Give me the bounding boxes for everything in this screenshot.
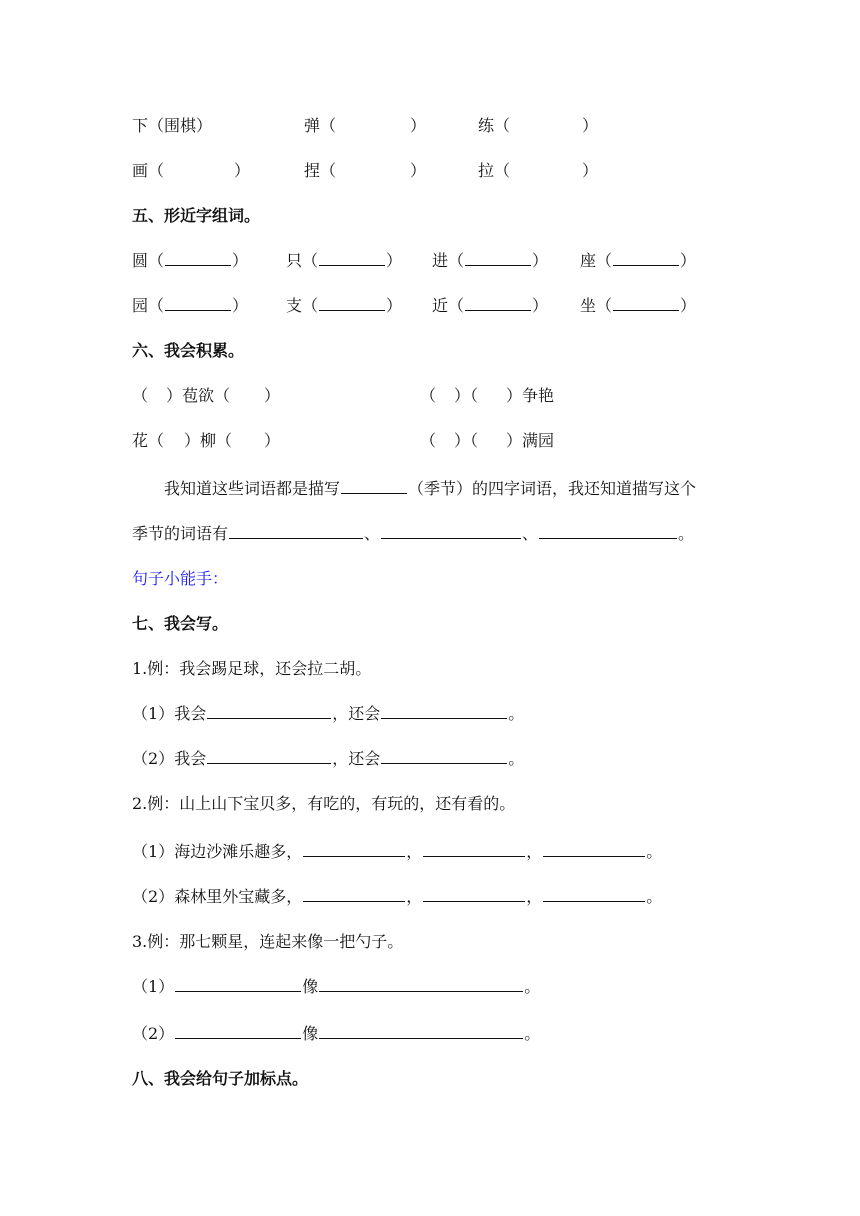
idiom-part: ） xyxy=(264,386,281,405)
comma: ， xyxy=(406,842,423,861)
answer-blank[interactable] xyxy=(613,247,679,266)
word-item: 画（ xyxy=(132,161,165,180)
word-item: 弹（ xyxy=(304,116,337,135)
char-close: ） xyxy=(532,251,549,270)
season-paragraph-line-1 xyxy=(164,475,696,503)
example-2-item-1 xyxy=(132,838,662,866)
item-number: （2） xyxy=(132,1024,175,1043)
answer-blank[interactable] xyxy=(319,1020,523,1039)
idiom-part: ）满园 xyxy=(506,431,555,450)
answer-blank[interactable] xyxy=(303,838,405,857)
char-open: 只（ xyxy=(286,251,319,270)
separator: 、 xyxy=(364,524,381,543)
idiom-part: 花（ xyxy=(132,431,165,450)
period: 。 xyxy=(646,887,663,906)
period: 。 xyxy=(508,749,525,768)
item-text: 我会 xyxy=(174,749,207,768)
answer-blank[interactable] xyxy=(465,292,531,311)
answer-blank[interactable] xyxy=(423,838,525,857)
item-text: 我会 xyxy=(174,704,207,723)
period: 。 xyxy=(678,524,695,543)
idiom-part: ）柳（ xyxy=(184,431,233,450)
idiom-part: （ xyxy=(420,431,437,450)
period: 。 xyxy=(524,977,541,996)
word-item: 下（围棋） xyxy=(132,116,213,135)
char-close: ） xyxy=(680,296,697,315)
idiom-part: （ xyxy=(420,386,437,405)
char-open: 园（ xyxy=(132,296,165,315)
period: 。 xyxy=(508,704,525,723)
answer-blank[interactable] xyxy=(165,292,231,311)
idiom-part: ）苞欲（ xyxy=(166,386,231,405)
section-6-title: 六、我会积累。 xyxy=(132,341,245,360)
answer-blank[interactable] xyxy=(423,883,525,902)
item-text: 像 xyxy=(302,977,319,996)
char-open: 支（ xyxy=(286,296,319,315)
item-text: ，还会 xyxy=(332,749,381,768)
word-item-close: ） xyxy=(582,161,599,180)
word-blank[interactable] xyxy=(381,520,521,539)
answer-blank[interactable] xyxy=(381,745,507,764)
answer-blank[interactable] xyxy=(207,745,331,764)
char-close: ） xyxy=(386,296,403,315)
word-item-close: ） xyxy=(234,161,251,180)
item-number: （2） xyxy=(132,749,175,768)
answer-blank[interactable] xyxy=(465,247,531,266)
idiom-part: （ xyxy=(132,386,149,405)
example-1-item-1 xyxy=(132,700,524,728)
separator: 、 xyxy=(522,524,539,543)
item-number: （1） xyxy=(132,842,175,861)
answer-blank[interactable] xyxy=(319,247,385,266)
item-text: 森林里外宝藏多， xyxy=(174,887,303,906)
example-3-item-1 xyxy=(132,973,540,1001)
season-blank[interactable] xyxy=(341,475,407,494)
item-number: （1） xyxy=(132,977,175,996)
word-item: 捏（ xyxy=(304,161,337,180)
char-close: ） xyxy=(232,251,249,270)
char-open: 座（ xyxy=(580,251,613,270)
period: 。 xyxy=(646,842,663,861)
comma: ， xyxy=(526,842,543,861)
char-open: 圆（ xyxy=(132,251,165,270)
section-8-title: 八、我会给句子加标点。 xyxy=(132,1069,309,1088)
item-text: 像 xyxy=(302,1024,319,1043)
answer-blank[interactable] xyxy=(319,292,385,311)
paragraph-text: （季节）的四字词语，我还知道描写这个 xyxy=(408,479,697,498)
idiom-part: ）（ xyxy=(454,386,479,405)
idiom-part: ）（ xyxy=(454,431,479,450)
example-1: 1.例：我会踢足球，还会拉二胡。 xyxy=(132,659,372,678)
item-number: （2） xyxy=(132,887,175,906)
answer-blank[interactable] xyxy=(543,883,645,902)
item-text: 海边沙滩乐趣多， xyxy=(174,842,303,861)
word-item-close: ） xyxy=(582,116,599,135)
example-3-item-2 xyxy=(132,1020,540,1048)
item-number: （1） xyxy=(132,704,175,723)
idiom-part: ） xyxy=(264,431,281,450)
paragraph-text: 季节的词语有 xyxy=(132,524,229,543)
comma: ， xyxy=(406,887,423,906)
word-item: 练（ xyxy=(478,116,511,135)
answer-blank[interactable] xyxy=(381,700,507,719)
char-open: 近（ xyxy=(432,296,465,315)
word-item-close: ） xyxy=(410,161,427,180)
item-text: ，还会 xyxy=(332,704,381,723)
answer-blank[interactable] xyxy=(207,700,331,719)
char-close: ） xyxy=(232,296,249,315)
sentence-section-subtitle: 句子小能手： xyxy=(132,569,229,588)
answer-blank[interactable] xyxy=(165,247,231,266)
answer-blank[interactable] xyxy=(303,883,405,902)
example-1-item-2 xyxy=(132,745,524,773)
paragraph-text: 我知道这些词语都是描写 xyxy=(164,479,341,498)
answer-blank[interactable] xyxy=(543,838,645,857)
idiom-part: ）争艳 xyxy=(506,386,555,405)
comma: ， xyxy=(526,887,543,906)
example-2: 2.例：山上山下宝贝多，有吃的，有玩的，还有看的。 xyxy=(132,794,516,813)
example-3: 3.例：那七颗星，连起来像一把勺子。 xyxy=(132,932,404,951)
example-2-item-2 xyxy=(132,883,662,911)
word-blank[interactable] xyxy=(229,520,363,539)
section-5-title: 五、形近字组词。 xyxy=(132,206,261,225)
char-open: 进（ xyxy=(432,251,465,270)
word-blank[interactable] xyxy=(539,520,677,539)
period: 。 xyxy=(524,1024,541,1043)
answer-blank[interactable] xyxy=(175,1020,301,1039)
answer-blank[interactable] xyxy=(319,973,523,992)
season-paragraph-line-2 xyxy=(132,520,694,548)
word-item-close: ） xyxy=(410,116,427,135)
answer-blank[interactable] xyxy=(613,292,679,311)
char-close: ） xyxy=(532,296,549,315)
char-open: 坐（ xyxy=(580,296,613,315)
answer-blank[interactable] xyxy=(175,973,301,992)
char-close: ） xyxy=(386,251,403,270)
section-7-title: 七、我会写。 xyxy=(132,614,229,633)
char-close: ） xyxy=(680,251,697,270)
word-item: 拉（ xyxy=(478,161,511,180)
